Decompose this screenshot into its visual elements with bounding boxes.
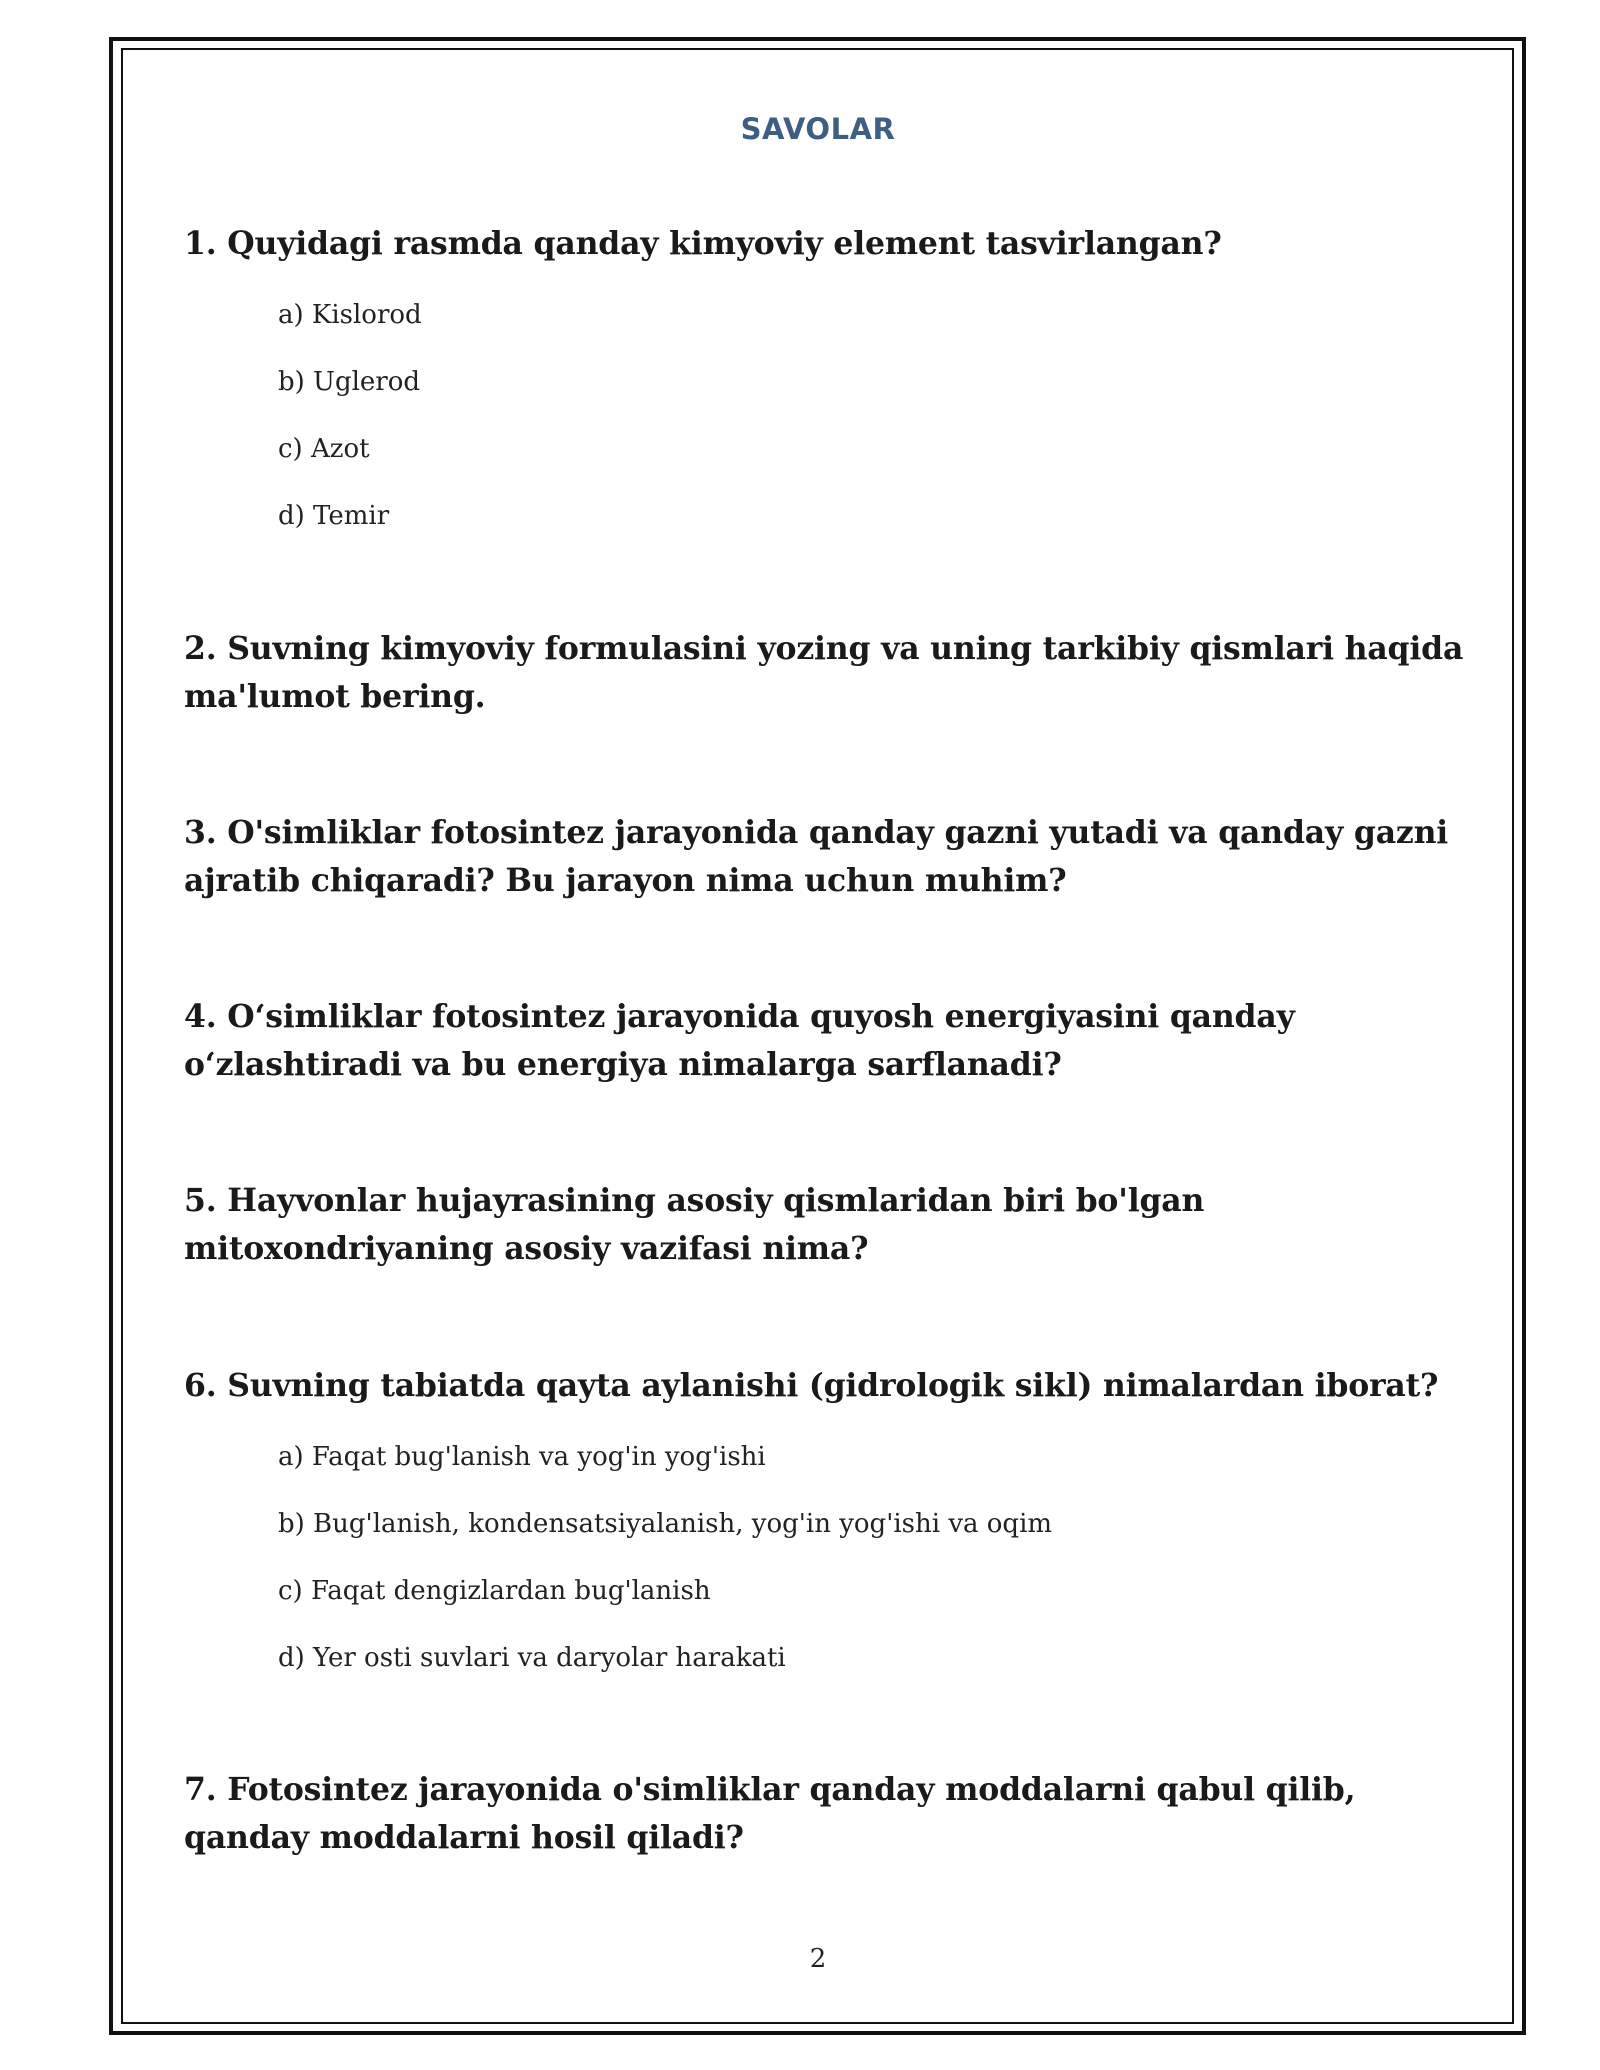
question-6-option-b: b) Bug'lanish, kondensatsiyalanish, yog'in yog'ishi va oqim (278, 1509, 1053, 1539)
question-6-option-d: d) Yer osti suvlari va daryolar harakati (278, 1643, 786, 1673)
question-1-option-d: d) Temir (278, 501, 390, 531)
question-1: 1. Quyidagi rasmda qanday kimyoviy element tasvirlangan? (184, 225, 1222, 262)
question-6-option-c: c) Faqat dengizlardan bug'lanish (278, 1576, 711, 1606)
page-heading: SAVOLAR (740, 112, 896, 146)
page-number: 2 (809, 1944, 827, 1974)
question-6-option-a: a) Faqat bug'lanish va yog'in yog'ishi (278, 1442, 766, 1472)
question-2: 2. Suvning kimyoviy formulasini yozing va uning tarkibiy qismlari haqida ma'lumot bering. (184, 630, 1464, 715)
question-1-option-c: c) Azot (278, 434, 370, 464)
question-5: 5. Hayvonlar hujayrasining asosiy qismlaridan biri bo'lgan mitoxondriyaning asosiy vazifasi nima? (184, 1182, 1205, 1267)
question-4: 4. O‘simliklar fotosintez jarayonida quyosh energiyasini qanday o‘zlashtiradi va bu energiya nimalarga sarflanadi? (184, 998, 1295, 1083)
question-1-option-b: b) Uglerod (278, 367, 421, 397)
question-7: 7. Fotosintez jarayonida o'simliklar qanday moddalarni qabul qilib, qanday moddalarni hosil qiladi? (184, 1771, 1356, 1856)
question-1-option-a: a) Kislorod (278, 300, 422, 330)
question-3: 3. O'simliklar fotosintez jarayonida qanday gazni yutadi va qanday gazni ajratib chiqaradi? Bu jarayon nima uchun muhim? (184, 814, 1449, 899)
question-6: 6. Suvning tabiatda qayta aylanishi (gidrologik sikl) nimalardan iborat? (184, 1367, 1439, 1404)
